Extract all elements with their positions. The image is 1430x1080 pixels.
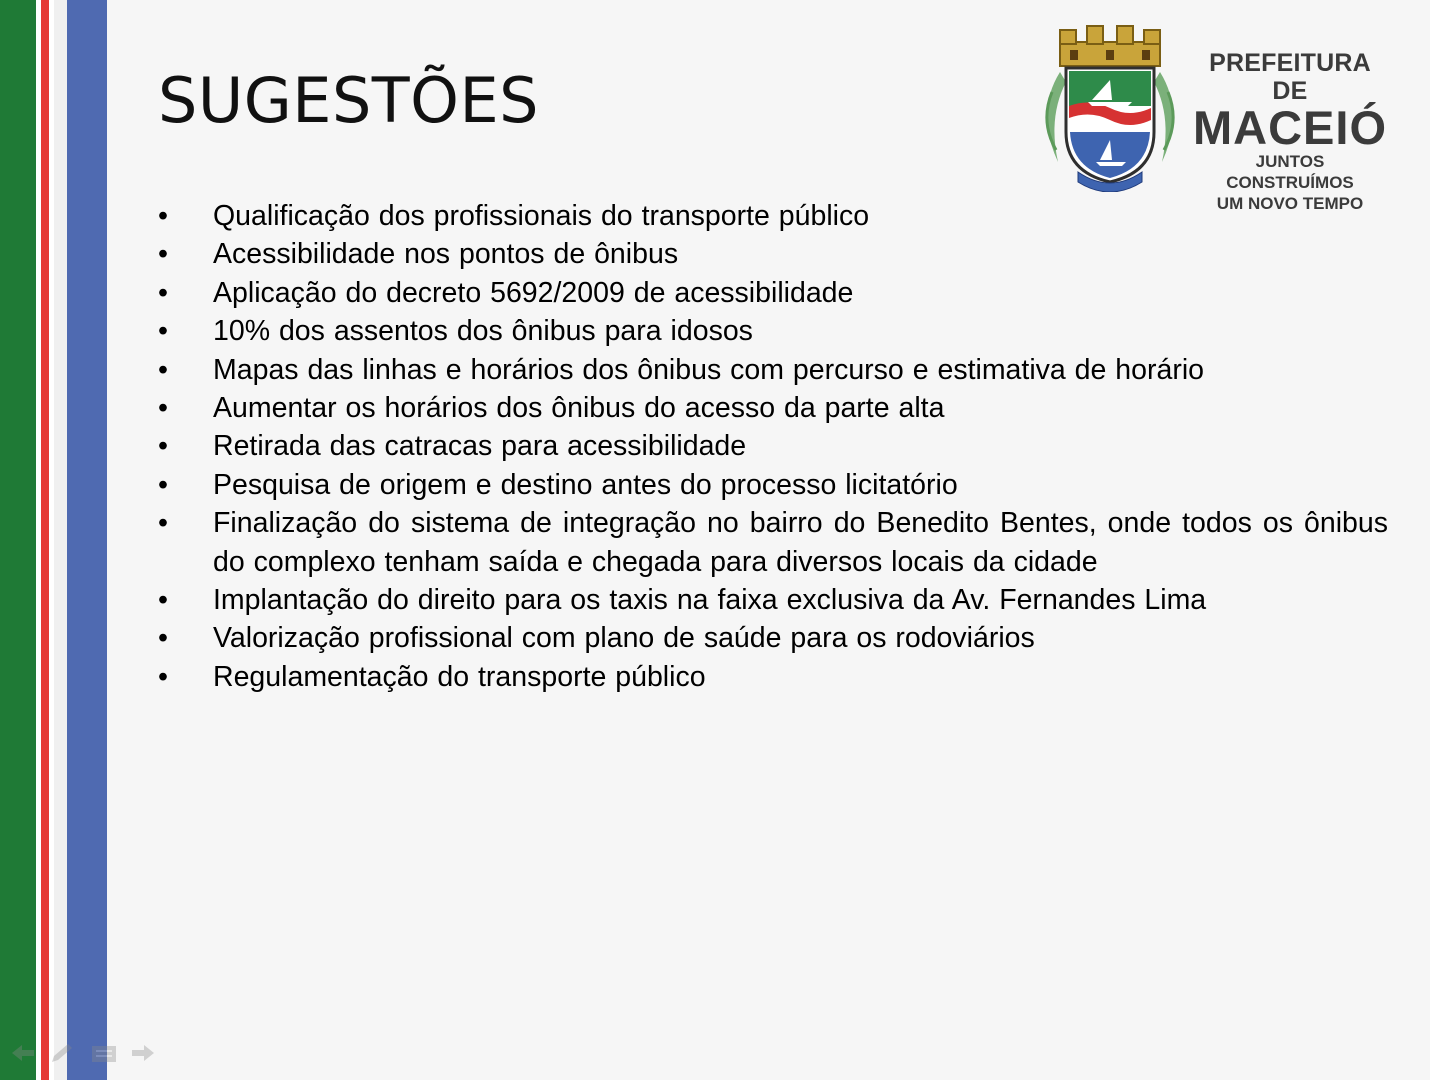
bullet-icon: • [158, 468, 168, 501]
bullet-icon: • [158, 315, 168, 348]
bullet-icon: • [158, 276, 168, 309]
list-item [158, 619, 1388, 657]
slide-title: SUGESTÕES [158, 64, 540, 137]
bullet-icon: • [158, 353, 168, 386]
list-item [158, 351, 1388, 389]
list-item-text: Acessibilidade nos pontos de ônibus [213, 238, 679, 271]
list-item [158, 504, 1388, 581]
list-item [158, 581, 1388, 619]
list-item-text: Aumentar os horários dos ônibus do acesso da parte alta [213, 392, 945, 425]
logo-slogan-line2: UM NOVO TEMPO [1216, 194, 1364, 213]
list-item-text: Pesquisa de origem e destino antes do processo licitatório [213, 468, 958, 501]
logo-line-prefeitura: PREFEITURA DE [1209, 49, 1371, 105]
bullet-icon: • [158, 660, 168, 693]
bullet-icon: • [158, 238, 168, 271]
stripe-gap [54, 0, 67, 1080]
list-item-text: Finalização do sistema de integração no bairro do Benedito Bentes, onde todos os ônibus do complexo tenham saída e chegada para diversos locais da cidade [213, 507, 1388, 578]
red-stripe [41, 0, 49, 1080]
bullet-icon: • [158, 584, 168, 617]
coat-of-arms-icon [1030, 22, 1190, 192]
list-item-text: Regulamentação do transporte público [213, 660, 706, 693]
arrow-left-icon[interactable] [12, 1045, 34, 1061]
logo-slogan-line1: JUNTOS CONSTRUÍMOS [1226, 152, 1354, 192]
list-item [158, 274, 1388, 312]
bullet-icon: • [158, 622, 168, 655]
menu-icon[interactable] [92, 1046, 116, 1062]
bullet-icon: • [158, 200, 168, 232]
logo-line-city: MACEIÓ [1193, 101, 1387, 154]
list-item [158, 466, 1388, 504]
bullet-icon: • [158, 430, 168, 463]
bullet-icon: • [158, 507, 168, 540]
prefeitura-logo [1030, 22, 1400, 213]
list-item-text: Implantação do direito para os taxis na faixa exclusiva da Av. Fernandes Lima [213, 584, 1207, 617]
pen-icon[interactable] [52, 1044, 72, 1062]
list-item [158, 389, 1388, 427]
slideshow-nav [8, 1040, 158, 1066]
list-item [158, 427, 1388, 465]
list-item-text: 10% dos assentos dos ônibus para idosos [213, 315, 753, 348]
list-item-text: Aplicação do decreto 5692/2009 de acessibilidade [213, 276, 854, 309]
green-stripe [0, 0, 36, 1080]
list-item [158, 312, 1388, 350]
list-item-text: Retirada das catracas para acessibilidade [213, 430, 747, 463]
logo-text [1190, 49, 1390, 214]
list-item [158, 658, 1388, 696]
arrow-right-icon[interactable] [132, 1045, 154, 1061]
list-item [158, 235, 1388, 273]
list-item-text: Qualificação dos profissionais do transporte público [213, 200, 870, 232]
flag-stripes [0, 0, 110, 1080]
list-item [158, 197, 1388, 235]
suggestions-list [158, 197, 1388, 696]
list-item-text: Valorização profissional com plano de saúde para os rodoviários [213, 622, 1035, 655]
list-item-text: Mapas das linhas e horários dos ônibus com percurso e estimativa de horário [213, 353, 1205, 386]
bullet-icon: • [158, 392, 168, 425]
blue-stripe [67, 0, 107, 1080]
